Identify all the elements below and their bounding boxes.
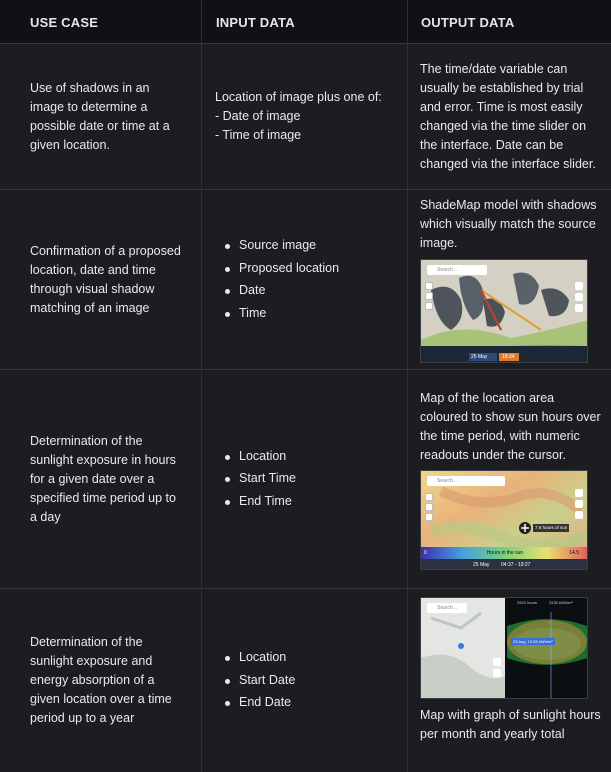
zoom-out-icon[interactable] bbox=[575, 293, 583, 301]
row3-output bbox=[407, 370, 611, 588]
cursor-readout: 7.6 hours of sun bbox=[535, 524, 568, 530]
row2-input bbox=[201, 190, 407, 369]
row4-use-case: Determination of the sunlight exposure and energy absorption of a given location over a time period up to a year bbox=[30, 635, 172, 725]
table-row bbox=[0, 44, 611, 190]
list-item: Location bbox=[217, 447, 296, 467]
search-input[interactable]: Search... bbox=[427, 476, 505, 486]
search-input[interactable]: Search... bbox=[427, 603, 467, 613]
layers-icon[interactable] bbox=[425, 282, 433, 290]
time-range-readout: 04:37 - 19:27 bbox=[501, 561, 531, 568]
row2-use-case: Confirmation of a proposed location, date and time through visual shadow matching of an image bbox=[30, 243, 181, 315]
zoom-out-icon[interactable] bbox=[575, 500, 583, 508]
zoom-controls bbox=[575, 489, 583, 519]
settings-icon[interactable] bbox=[425, 302, 433, 310]
row4-output bbox=[407, 589, 611, 772]
compass-icon[interactable] bbox=[575, 304, 583, 312]
list-item: Proposed location bbox=[217, 259, 339, 279]
row2-output bbox=[407, 190, 611, 369]
list-item: Start Date bbox=[217, 671, 295, 691]
row4-output-text: Map with graph of sunlight hours per month and yearly total bbox=[420, 708, 601, 741]
list-item: Date bbox=[217, 281, 339, 301]
zoom-controls bbox=[575, 282, 583, 312]
map-tool-buttons bbox=[425, 493, 433, 521]
draw-icon[interactable] bbox=[425, 292, 433, 300]
shadow-map-graphic bbox=[421, 260, 588, 363]
sunlight-graph-graphic bbox=[421, 598, 588, 699]
row1-output-text: The time/date variable can usually be established by trial and error. Time is most easily changed via the time slider on the interface. Date can be changed via the interface slider. bbox=[420, 61, 596, 171]
row1-use-case: Use of shadows in an image to determine a possible date or time at a given location. bbox=[30, 80, 170, 152]
row2-output-text: ShadeMap model with shadows which visually match the source image. bbox=[420, 198, 597, 250]
shademap-thumbnail bbox=[420, 259, 588, 363]
date-readout: 25 May bbox=[471, 354, 488, 360]
zoom-in-icon[interactable] bbox=[575, 489, 583, 497]
list-item: End Date bbox=[217, 693, 295, 713]
row4-input bbox=[201, 589, 407, 772]
graph-tooltip: 23 Aug, 10.05 kWh/m² bbox=[513, 639, 553, 644]
row1-input-text: Location of image plus one of: - Date of image - Time of image bbox=[215, 90, 382, 142]
draw-icon[interactable] bbox=[425, 503, 433, 511]
row3-output-text: Map of the location area coloured to show sun hours over the time period, with numeric readouts under the cursor. bbox=[420, 390, 601, 462]
table-header bbox=[0, 0, 611, 44]
header-output-data: OUTPUT DATA bbox=[421, 14, 515, 30]
row2-input-list bbox=[215, 233, 339, 326]
zoom-in-icon[interactable] bbox=[493, 658, 501, 666]
settings-icon[interactable] bbox=[425, 513, 433, 521]
column-divider bbox=[407, 0, 408, 772]
list-item: Location bbox=[217, 648, 295, 668]
column-divider bbox=[201, 0, 202, 772]
row3-input-list bbox=[215, 444, 296, 515]
yearly-hours-total: 2922 hours bbox=[517, 600, 538, 605]
list-item: End Time bbox=[217, 492, 296, 512]
search-input[interactable]: Search... bbox=[427, 265, 487, 275]
row3-input bbox=[201, 370, 407, 588]
legend-label: Hours in the sun bbox=[486, 549, 524, 556]
table-row bbox=[0, 589, 611, 772]
map-tool-buttons bbox=[425, 282, 433, 310]
row3-use-case: Determination of the sunlight exposure in hours for a given date over a specified time period up to a day bbox=[30, 433, 176, 524]
sun-graph-thumbnail bbox=[420, 597, 588, 699]
compass-icon[interactable] bbox=[575, 511, 583, 519]
header-input-data: INPUT DATA bbox=[216, 14, 295, 30]
legend-min: 0 bbox=[424, 549, 427, 556]
list-item: Time bbox=[217, 304, 339, 324]
layers-icon[interactable] bbox=[425, 493, 433, 501]
table-row bbox=[0, 190, 611, 370]
zoom-controls bbox=[493, 658, 501, 677]
table-row bbox=[0, 370, 611, 589]
row1-output bbox=[407, 44, 611, 189]
date-readout: 25 May bbox=[473, 561, 490, 568]
list-item: Start Time bbox=[217, 469, 296, 489]
list-item: Source image bbox=[217, 236, 339, 256]
row4-input-list bbox=[215, 645, 295, 716]
zoom-out-icon[interactable] bbox=[493, 669, 501, 677]
legend-max: 14.5 bbox=[569, 549, 579, 556]
yearly-energy-total: 2230 kWh/m² bbox=[549, 600, 573, 605]
zoom-in-icon[interactable] bbox=[575, 282, 583, 290]
row1-input bbox=[201, 44, 407, 189]
header-use-case: USE CASE bbox=[30, 14, 99, 30]
sun-hours-thumbnail bbox=[420, 470, 588, 570]
time-readout: 18:24 bbox=[502, 354, 515, 360]
